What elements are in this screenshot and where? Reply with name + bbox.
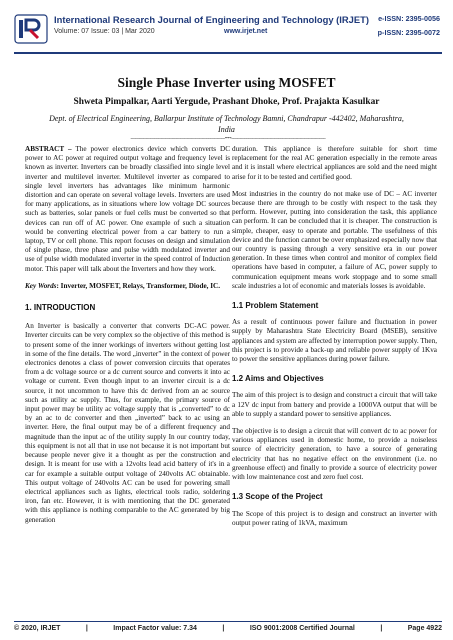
problem-statement-heading: 1.1 Problem Statement — [232, 301, 319, 311]
eissn: e-ISSN: 2395-0056 — [378, 14, 440, 23]
volume-issue: Volume: 07 Issue: 03 | Mar 2020 — [54, 28, 155, 35]
footer-copyright: © 2020, IRJET — [14, 625, 61, 632]
header-divider — [14, 52, 442, 54]
footer-iso: ISO 9001:2008 Certified Journal — [249, 625, 355, 632]
intro-continued-paragraph-2: Most industries in the country do not make use of DC – AC inverter because there are through to be costly with respect to the task they perform. However, putting into consideration the task, this appliance can perform. It can be concluded that it is cheaper. The construction is simple, cheaper, easy to operate and portable. The usefulness of this device and the function cannot be over emphasized especially now that our country is passing through a very sensitive era in our power generation. In these times when control and monitor of complex field operations have based in computer, a failure of AC, power supply to communication equipment means work stoppage and to some small scale industries a lot of economic and materials losses is avoidable. — [232, 189, 437, 290]
footer-impact-factor: Impact Factor value: 7.34 — [113, 625, 197, 632]
journal-header — [14, 8, 442, 54]
intro-continued-paragraph-1: duration. This appliance is therefore suitable for short time replacement for the real AC generation especially in the remote areas and it is install where electrical appliances are sold and the need might arise for it to be tested and certified good. — [232, 145, 437, 181]
aims-paragraph-1: The aim of this project is to design and construct a circuit that will take a 12V dc input from battery and provide a 1000VA output that will be able to supply a standard power to sensitive appliances. — [232, 391, 437, 418]
left-column — [25, 145, 230, 533]
footer-divider — [14, 621, 442, 622]
paper-title: Single Phase Inverter using MOSFET — [117, 75, 336, 90]
keywords-text: : Inverter, MOSFET, Relays, Transformer, Diode, IC. — [56, 281, 221, 290]
right-column — [232, 145, 437, 536]
scope-text: The Scope of this project is to design and construct an inverter with output power rating of 1kVA, maximum — [232, 509, 437, 527]
journal-title: International Research Journal of Engineering and Technology (IRJET) — [54, 14, 369, 25]
footer-divider-bar: | — [85, 625, 88, 632]
keywords — [25, 282, 230, 291]
footer-divider-bar: | — [380, 625, 383, 632]
abstract-text: The power electronics device which converts DC power to AC power at required output voltage and frequency level is known as inverter. Inverters can be broadly classified into single level inverter and multilevel inverter. Multilevel inverter as compared to single level inverters has advantages like minimum harmonic distortion and can operate on several voltage levels. Inverters are used for many applications, as in situations where low voltage DC sources such as batteries, solar panels or fuel cells must be converted so that devices can run off of AC power. One example of such a situation would be converting electrical power from a car battery to run a laptop, TV or cell phone. This report focuses on design and simulation of single phase, three phase and pulse width modulated inverter and use of pulse width modulated inverter in the speed control of Induction motor. This paper will talk about the Inverters and how they work. — [25, 145, 230, 273]
introduction-heading: 1. INTRODUCTION — [25, 303, 96, 313]
page-footer — [14, 625, 442, 632]
scope-heading: 1.3 Scope of the Project — [232, 492, 323, 502]
section-separator: ---------------------------------------------------------------------***--------------------------------------------------------------------- — [130, 137, 326, 142]
irjet-logo-icon — [14, 14, 48, 44]
affiliation: Dept. of Electrical Engineering, Ballarpur Institute of Technology Bamni, Chandrapur -442402, Maharashtra, India — [49, 114, 404, 134]
journal-url[interactable]: www.irjet.net — [224, 28, 268, 35]
introduction-text: An Inverter is basically a converter that converts DC-AC power. Inverter circuits can be very complex so the objective of this method is to present some of the inner workings of inverters without getting lost in some of the fine details. The word „inverter” in the context of power electronics denotes a class of power conversion circuits that operates from a dc voltage source or a dc current source and converts it into ac voltage or current. Even though input to an inverter circuit is a dc source, it not uncommon to have this dc derived from an ac source such as utility ac supply. Thus, for example, the primary source of input power may be utility ac voltage supply that is „converted” to dc by an ac to dc converter and then „inverted” back to ac using an inverter. Here, the final output may be of a different frequency and magnitude than the input ac of the utility supply In our country today, this equipment is not all that in use not because it is not important but because people never give it a thought as per the construction and design. It is meant for use with a 12volts lead acid battery of it's in a car for example a suitable output voltage of 240volts AC obtainable. This output voltage of 240volts AC can be used for powering small electrical appliances such as lights, electrical tools radio, soldering iron, fan etc. However, it is with mentioning that the DC generated with this appliance is nothing comparable to the AC generated by big generation — [25, 322, 230, 524]
footer-page-number: Page 4922 — [407, 625, 442, 632]
aims-objectives-heading: 1.2 Aims and Objectives — [232, 374, 324, 384]
keywords-label: Key Words — [25, 281, 57, 290]
abstract — [25, 145, 230, 274]
aims-paragraph-2: The objective is to design a circuit that will convert dc to ac power for various appliances used in domestic home, to provide a noiseless source of electricity generation, to have a source of generating electricity that has no negative effect on the environment (i.e. no greenhouse effect) and finally to provide a source of electricity power with low maintenance cost and zero fuel cost. — [232, 427, 437, 482]
abstract-label: ABSTRACT – — [25, 145, 72, 153]
journal-volume-line — [54, 28, 268, 35]
author-list: Shweta Pimpalkar, Aarti Yergude, Prashant Dhoke, Prof. Prajakta Kasulkar — [73, 97, 380, 107]
problem-statement-text: As a result of continuous power failure and fluctuation in power supply by Maharashtra State Electricity Board (MSEB), sensitive appliances and system are affected by interruption power supply. Then, this project is to provide a back-up and reliable power supply of 1Kva to power the sensitive appliances during power failure. — [232, 318, 437, 364]
footer-divider-bar: | — [222, 625, 225, 632]
pissn: p-ISSN: 2395-0072 — [377, 28, 440, 37]
